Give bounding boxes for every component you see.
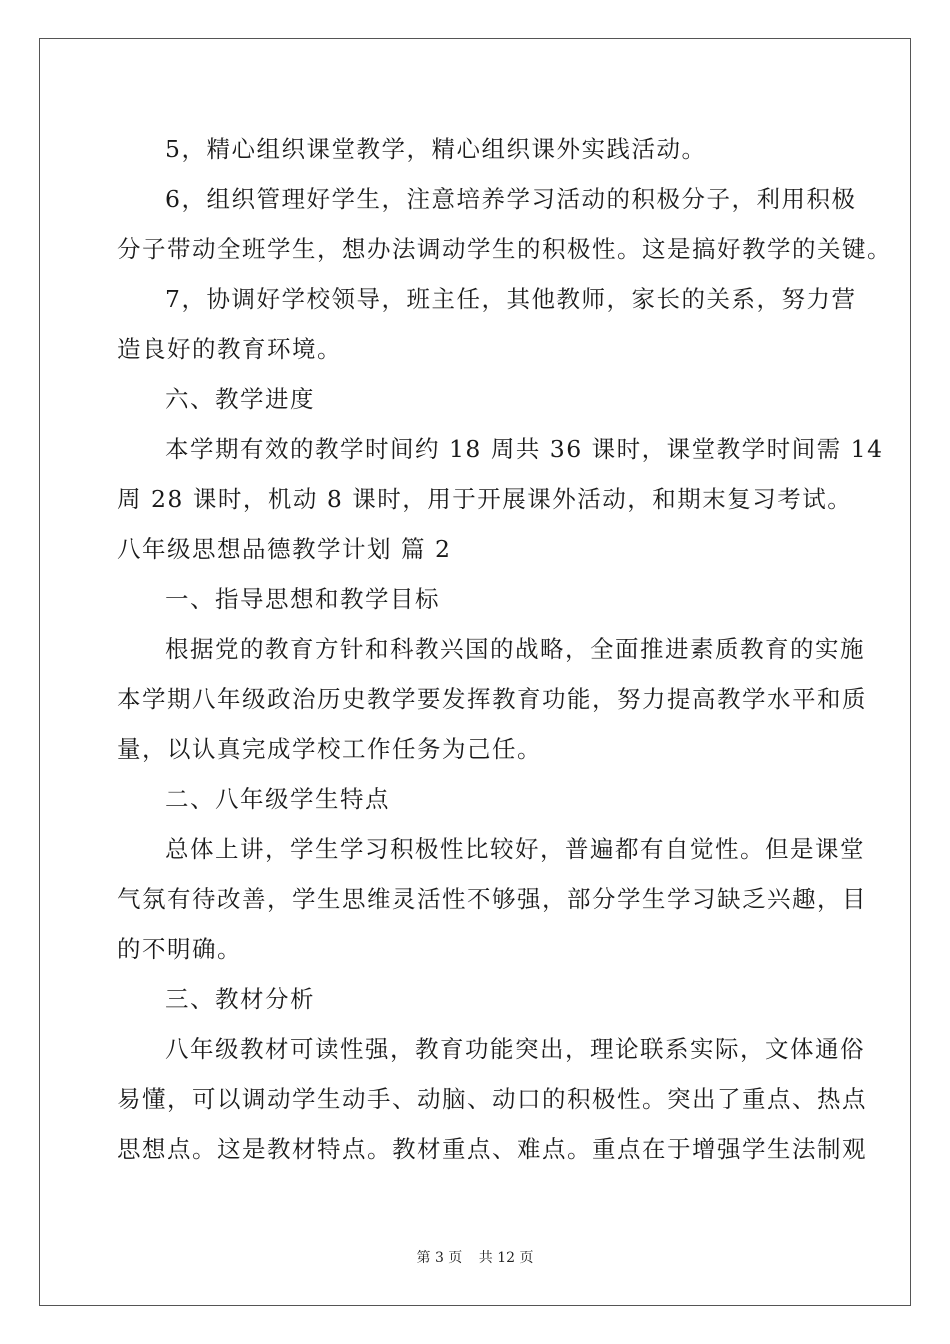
paragraph-line-3: 分子带动全班学生，想办法调动学生的积极性。这是搞好教学的关键。 xyxy=(117,235,892,263)
page-border xyxy=(39,38,911,1306)
page-footer xyxy=(0,1247,950,1267)
paragraph-line-2: 6，组织管理好学生，注意培养学习活动的积极分子，利用积极 xyxy=(165,185,857,213)
paragraph-line-7: 本学期有效的教学时间约 18 周共 36 课时，课堂教学时间需 14 xyxy=(165,435,884,463)
paragraph-line-12: 本学期八年级政治历史教学要发挥教育功能，努力提高教学水平和质 xyxy=(117,685,867,713)
page-number: 第 3 页 xyxy=(416,1250,463,1266)
paragraph-line-21: 思想点。这是教材特点。教材重点、难点。重点在于增强学生法制观 xyxy=(117,1135,867,1163)
paragraph-line-4: 7，协调好学校领导，班主任，其他教师，家长的关系，努力营 xyxy=(165,285,857,313)
paragraph-line-19: 八年级教材可读性强，教育功能突出，理论联系实际，文体通俗 xyxy=(165,1035,865,1063)
section-heading-2: 二、八年级学生特点 xyxy=(165,785,390,813)
paragraph-line-17: 的不明确。 xyxy=(117,935,242,963)
paragraph-line-15: 总体上讲，学生学习积极性比较好，普遍都有自觉性。但是课堂 xyxy=(165,835,865,863)
paragraph-line-8: 周 28 课时，机动 8 课时，用于开展课外活动，和期末复习考试。 xyxy=(117,485,853,513)
section-heading-3: 三、教材分析 xyxy=(165,985,315,1013)
page-total: 共 12 页 xyxy=(478,1250,534,1266)
paragraph-line-11: 根据党的教育方针和科教兴国的战略，全面推进素质教育的实施 xyxy=(165,635,865,663)
article-title: 八年级思想品德教学计划 篇 2 xyxy=(117,535,452,563)
paragraph-line-20: 易懂，可以调动学生动手、动脑、动口的积极性。突出了重点、热点 xyxy=(117,1085,867,1113)
paragraph-line-5: 造良好的教育环境。 xyxy=(117,335,342,363)
paragraph-line-13: 量，以认真完成学校工作任务为己任。 xyxy=(117,735,542,763)
section-heading-6: 六、教学进度 xyxy=(165,385,315,413)
paragraph-line-1: 5，精心组织课堂教学，精心组织课外实践活动。 xyxy=(165,135,707,163)
paragraph-line-16: 气氛有待改善，学生思维灵活性不够强，部分学生学习缺乏兴趣，目 xyxy=(117,885,867,913)
section-heading-1: 一、指导思想和教学目标 xyxy=(165,585,440,613)
